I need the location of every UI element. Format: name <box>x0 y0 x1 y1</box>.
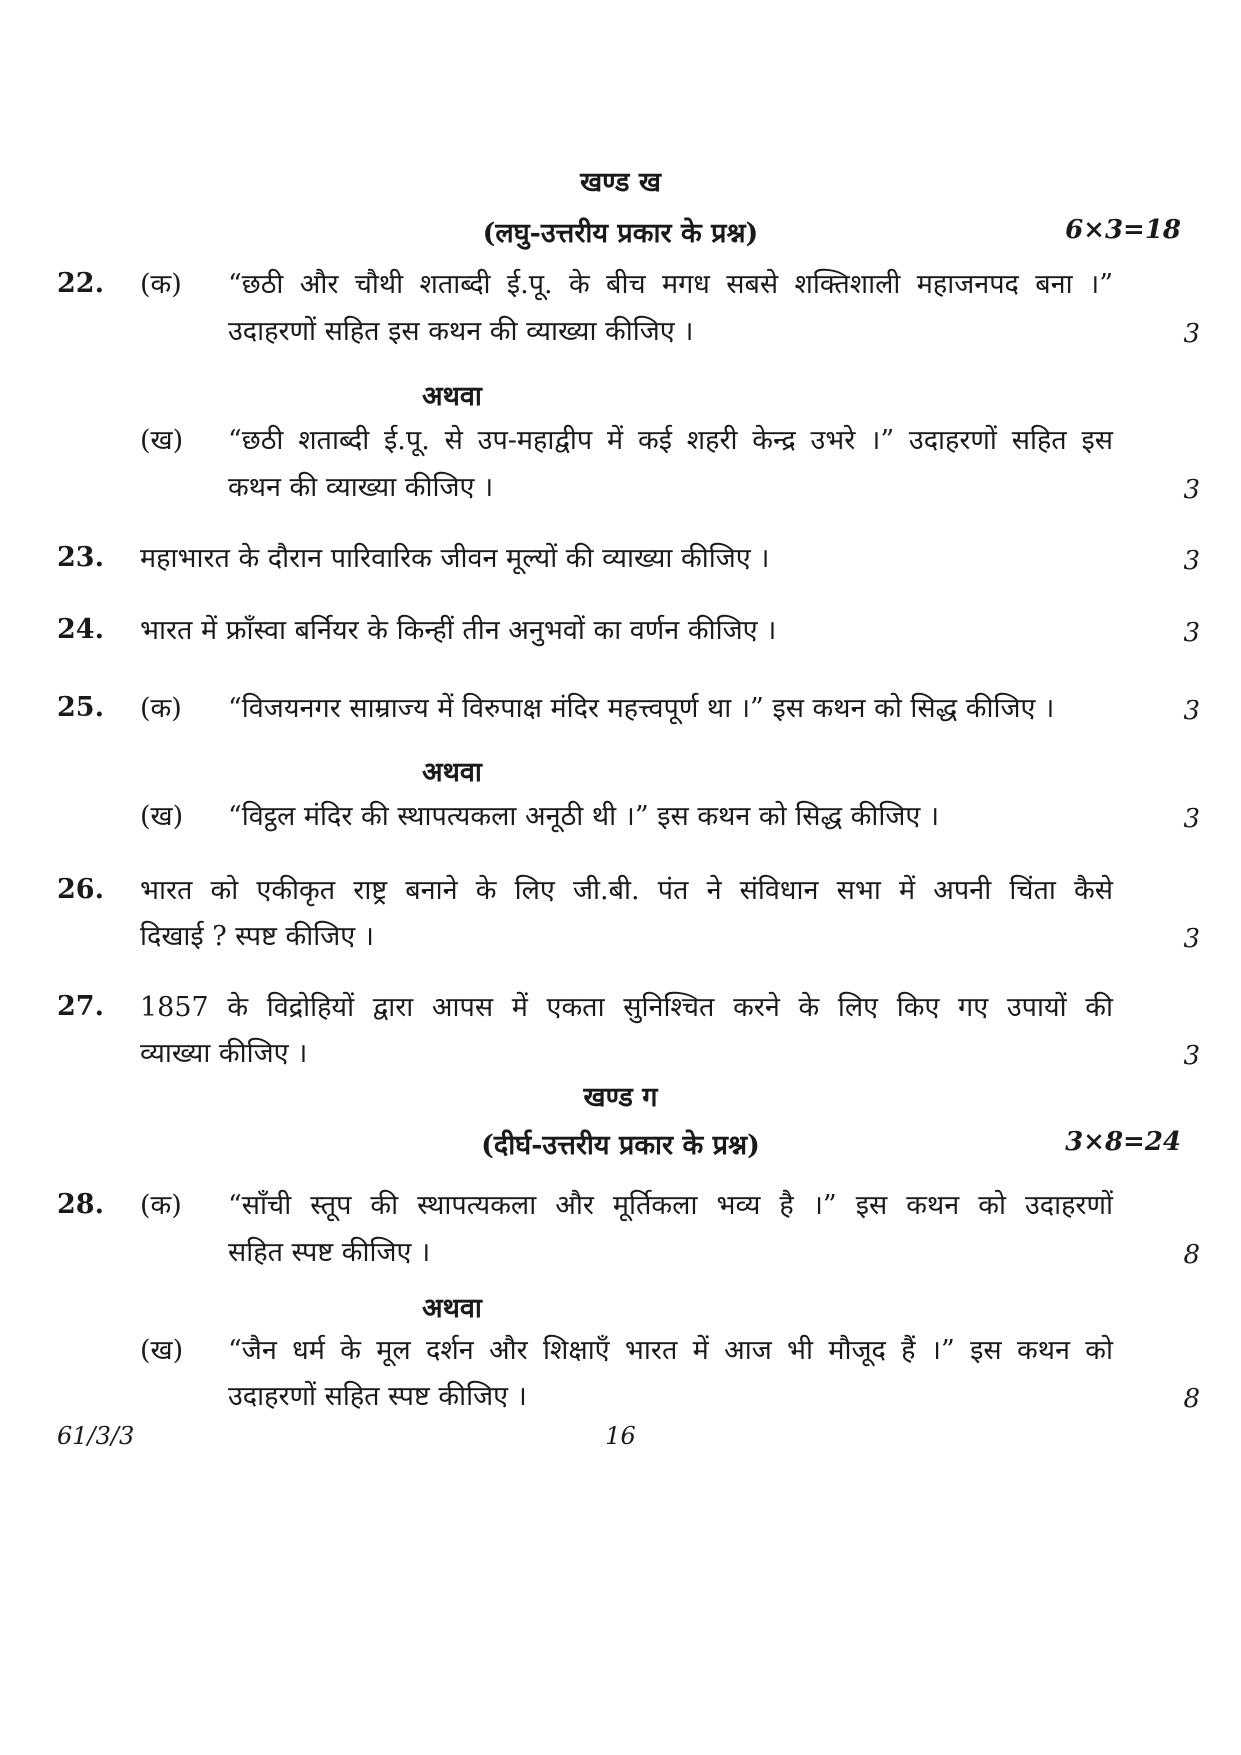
question-28b-line1: “जैन धर्म के मूल दर्शन और शिक्षाएँ भारत में आज भी मौजूद हैं ।” इस कथन को <box>228 1335 1113 1366</box>
question-27-line1: 1857 के विद्रोहियों द्वारा आपस में एकता सुनिश्चित करने के लिए किए गए उपायों की <box>140 992 1113 1023</box>
question-26-marks: 3 <box>1183 924 1200 954</box>
question-22-or: अथवा <box>422 381 482 412</box>
question-22a-marks: 3 <box>1183 319 1200 349</box>
section-b-title: खण्ड ख <box>580 167 661 198</box>
section-c-subtitle: (दीर्घ-उत्तरीय प्रकार के प्रश्न) <box>481 1130 760 1161</box>
question-28a-label: (क) <box>140 1190 182 1221</box>
question-22b-marks: 3 <box>1183 475 1200 505</box>
question-24-text: भारत में फ्रॉंस्वा बर्नियर के किन्हीं तीन अनुभवों का वर्णन कीजिए । <box>140 615 777 646</box>
section-c-total-marks: 3×8=24 <box>1065 1127 1181 1157</box>
question-28b-marks: 8 <box>1183 1384 1200 1414</box>
question-28-or: अथवा <box>422 1293 482 1324</box>
question-28-number: 28. <box>57 1189 104 1220</box>
question-22a-label: (क) <box>140 269 182 300</box>
question-24-marks: 3 <box>1183 618 1200 648</box>
question-25b-marks: 3 <box>1183 804 1200 834</box>
question-28a-line2: सहित स्पष्ट कीजिए । <box>228 1237 431 1268</box>
question-25a-label: (क) <box>140 693 182 724</box>
question-23-marks: 3 <box>1183 546 1200 576</box>
question-27-number: 27. <box>57 991 104 1022</box>
question-28b-line2: उदाहरणों सहित स्पष्ट कीजिए । <box>228 1381 527 1412</box>
section-b-total-marks: 6×3=18 <box>1065 215 1181 245</box>
question-26-line1: भारत को एकीकृत राष्ट्र बनाने के लिए जी.बी. पंत ने संविधान सभा में अपनी चिंता कैसे <box>140 875 1113 906</box>
question-28a-line1: “साँची स्तूप की स्थापत्यकला और मूर्तिकला भव्य है ।” इस कथन को उदाहरणों <box>228 1190 1113 1221</box>
question-22b-line2: कथन की व्याख्या कीजिए । <box>228 472 494 503</box>
question-25b-text: “विट्ठल मंदिर की स्थापत्यकला अनूठी थी ।” इस कथन को सिद्ध कीजिए । <box>228 801 940 832</box>
question-26-number: 26. <box>57 874 104 905</box>
question-23-number: 23. <box>57 542 104 573</box>
section-b-subtitle: (लघु-उत्तरीय प्रकार के प्रश्न) <box>482 218 759 249</box>
question-28b-label: (ख) <box>140 1335 184 1366</box>
question-22b-label: (ख) <box>140 425 184 456</box>
question-22-number: 22. <box>57 268 104 299</box>
paper-code: 61/3/3 <box>57 1422 135 1450</box>
question-25-or: अथवा <box>422 757 482 788</box>
question-25a-marks: 3 <box>1183 696 1200 726</box>
question-26-line2: दिखाई ? स्पष्ट कीजिए । <box>140 921 374 952</box>
question-22a-line1: “छठी और चौथी शताब्दी ई.पू. के बीच मगध सबसे शक्तिशाली महाजनपद बना ।” <box>228 269 1113 300</box>
question-24-number: 24. <box>57 614 104 645</box>
question-28a-marks: 8 <box>1183 1240 1200 1270</box>
question-27-marks: 3 <box>1183 1041 1200 1071</box>
page-number: 16 <box>605 1422 636 1450</box>
question-23-text: महाभारत के दौरान पारिवारिक जीवन मूल्यों की व्याख्या कीजिए । <box>140 543 770 574</box>
question-25a-text: “विजयनगर साम्राज्य में विरुपाक्ष मंदिर महत्त्वपूर्ण था ।” इस कथन को सिद्ध कीजिए । <box>228 693 1055 724</box>
question-22a-line2: उदाहरणों सहित इस कथन की व्याख्या कीजिए । <box>228 316 694 347</box>
question-25-number: 25. <box>57 692 104 723</box>
question-25b-label: (ख) <box>140 801 184 832</box>
question-27-line2: व्याख्या कीजिए । <box>140 1038 308 1069</box>
section-c-title: खण्ड ग <box>583 1082 658 1113</box>
question-22b-line1: “छठी शताब्दी ई.पू. से उप-महाद्वीप में कई शहरी केन्द्र उभरे ।” उदाहरणों सहित इस <box>228 425 1113 456</box>
